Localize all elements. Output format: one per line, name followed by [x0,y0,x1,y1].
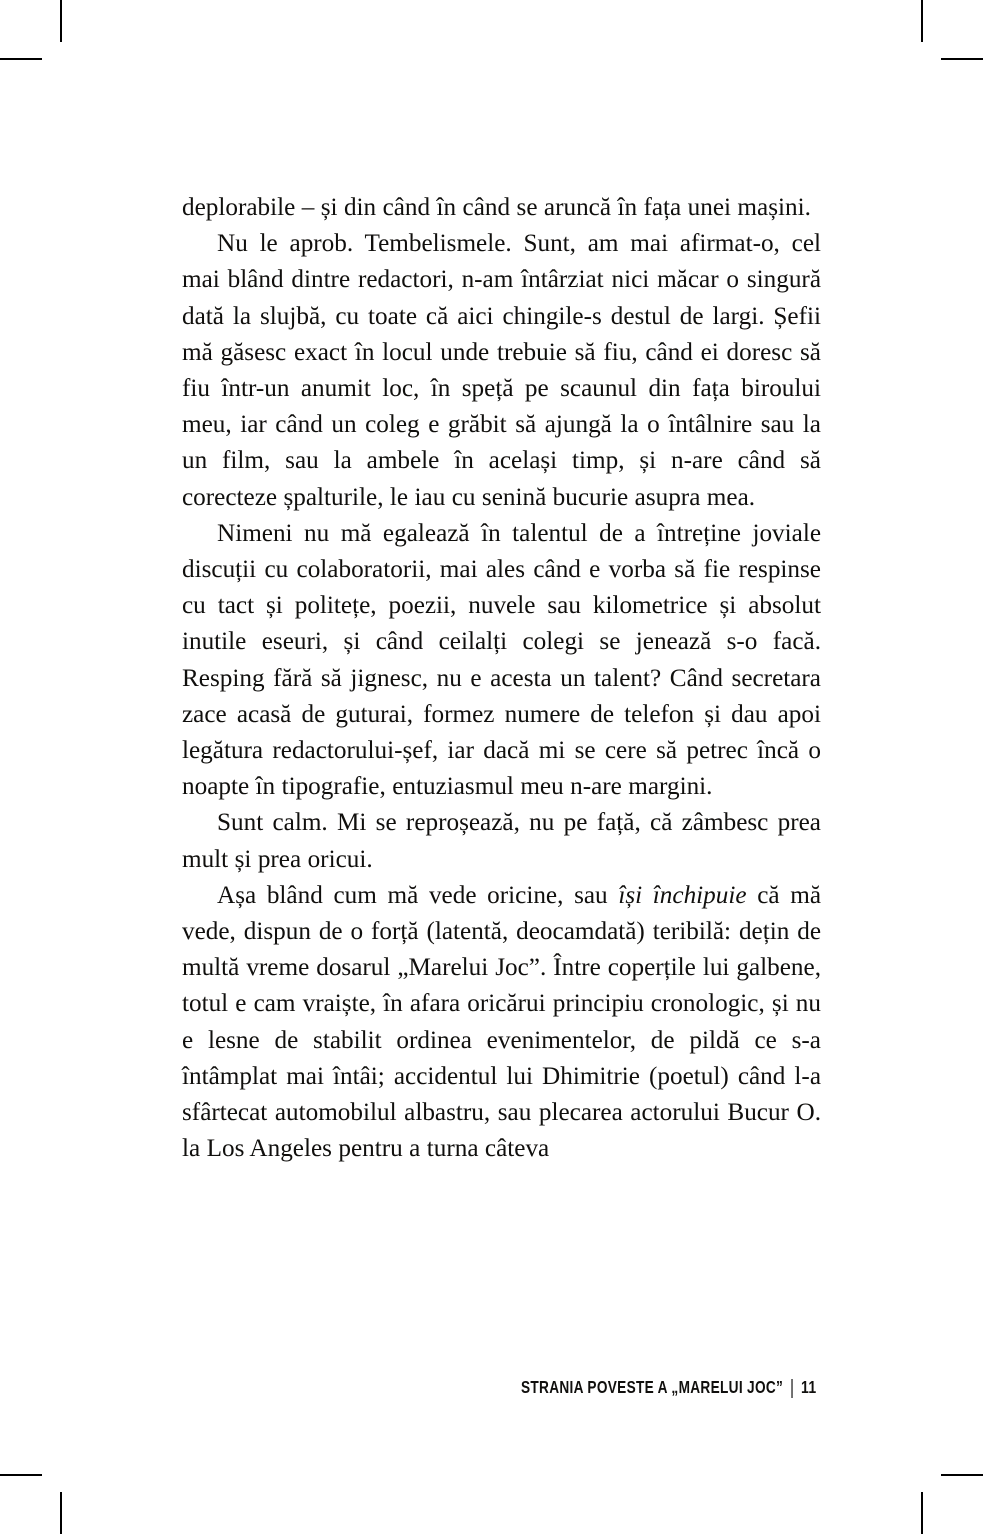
paragraph-segment-roman: Așa blând cum mă vede oricine, sau [217,881,619,909]
paragraph-continuation: deplorabile – și din când în când se aruncă în fața unei mașini. [182,194,811,221]
crop-mark-top-right-horizontal [941,58,983,60]
running-foot-separator: | [789,1375,795,1399]
paragraph-with-emphasis [182,878,821,1168]
crop-mark-bottom-left-horizontal [0,1474,42,1476]
body-text-block [182,190,821,1167]
paragraph: Sunt calm. Mi se reproșează, nu pe față, că zâmbesc prea mult și prea oricui. [182,809,821,873]
paragraph: Nimeni nu mă egalează în talentul de a întreține joviale discuții cu colaboratorii, mai ales când e vorba să fie respinse cu tact și politețe, poezii, nuvele sau kilometrice și absolut inutile eseuri, și când ceilalți colegi se jenează s-o facă. Resping fără să jignesc, nu e acesta un talent? Când secretara zace acasă de guturai, formez numere de telefon și dau apoi legătura redactorului-șef, iar dacă mi se cere să petrec încă o noapte în tipografie, entuziasmul meu n-are margini. [182,519,821,801]
emphasis-phrase: își închipuie [618,881,747,909]
page-number: 11 [800,1377,817,1397]
crop-mark-bottom-right-horizontal [941,1474,983,1476]
crop-mark-bottom-right-vertical [921,1492,923,1534]
paragraph-segment-roman-tail: că mă vede, dispun de o forță (latentă, deocamdată) teribilă: dețin de multă vreme dosarul „Marelui Joc”. Între coperțile lui galbene, totul e cam vraiște, în afara oricărui principiu cronologic, și nu e lesne de stabilit ordinea evenimentelor, de pildă ce s-a întâmplat mai întâi; accidentul lui Dhimitrie (poetul) când l-a sfârtecat automobilul albastru, sau plecarea actorului Bucur O. la Los Angeles pentru a turna câteva [182,881,822,1163]
crop-mark-bottom-left-vertical [60,1492,62,1534]
crop-mark-top-left-horizontal [0,58,42,60]
crop-mark-top-left-vertical [60,0,62,42]
running-foot-title: STRANIA POVESTE A „MARELUI JOC” [520,1377,783,1397]
crop-mark-top-right-vertical [921,0,923,42]
running-foot [0,1377,820,1398]
paragraph: Nu le aprob. Tembelismele. Sunt, am mai afirmat-o, cel mai blând dintre redactori, n-am întârziat nici măcar o singură dată la slujbă, cu toate că aici chingile-s destul de largi. Șefii mă găsesc exact în locul unde trebuie să fiu, când ei doresc să fiu într-un anumit loc, în speță pe scaunul din fața biroului meu, iar când un coleg e grăbit să ajungă la o întâlnire sau la un film, sau la ambele în același timp, și n-are când să corecteze șpalturile, le iau cu senină bucurie asupra mea. [182,230,821,511]
